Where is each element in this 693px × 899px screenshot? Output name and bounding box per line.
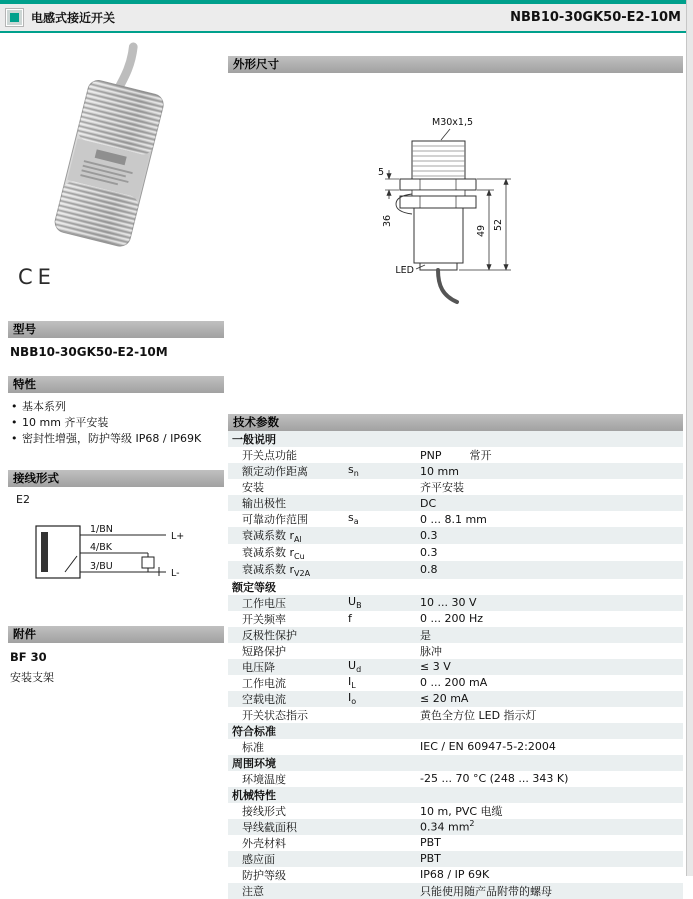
tech-row-label: 注意 [228, 883, 346, 899]
product-photo [8, 43, 224, 255]
tech-row [228, 691, 683, 707]
section-model-header: 型号 [8, 321, 224, 338]
tech-row [228, 771, 683, 787]
tech-row-symbol [346, 867, 418, 883]
tech-row-symbol [346, 707, 418, 723]
wire-label-bn: 1/BN [90, 523, 113, 535]
tech-row [228, 883, 683, 899]
tech-row-value: 0 ... 200 Hz [420, 612, 484, 626]
tech-row-symbol [346, 447, 418, 463]
tech-row [228, 447, 683, 463]
length-inner-label: 49 [476, 224, 487, 238]
thread-size-label: M30x1,5 [432, 117, 474, 128]
tech-row-symbol: $U_d$ [346, 659, 418, 675]
tech-section-row [228, 431, 683, 447]
tech-row [228, 739, 683, 755]
tech-row [228, 627, 683, 643]
tech-row [228, 707, 683, 723]
tech-section-row [228, 755, 683, 771]
wire-label-bu: 3/BU [90, 560, 113, 572]
tech-row-value: DC [418, 495, 683, 511]
tech-row-symbol: $s_n$ [346, 463, 418, 479]
tech-row-value: PBT [420, 836, 441, 850]
rail-plus-label: L+ [171, 530, 185, 542]
tech-row [228, 479, 683, 495]
tech-row-symbol [346, 643, 418, 659]
section-dimensions-header: 外形尺寸 [228, 56, 683, 73]
dimension-drawing [228, 73, 683, 414]
tech-row-symbol: f [348, 612, 352, 626]
tech-row [228, 463, 683, 479]
tech-row-symbol: $I_o$ [346, 691, 418, 707]
load-symbol [142, 557, 154, 568]
tech-row-value: 0.3 [418, 527, 683, 544]
tech-row-value: PBT [418, 851, 683, 867]
tech-row-symbol [346, 544, 418, 561]
tech-row-symbol [346, 627, 418, 643]
tech-row-symbol [346, 527, 418, 544]
header-bar [0, 0, 693, 33]
wire-label-bk: 4/BK [90, 541, 112, 553]
tech-row-value: 0 ... 8.1 mm [420, 512, 487, 526]
tech-row [228, 561, 683, 578]
tech-row-value: 0.3 [420, 546, 438, 560]
tech-row-symbol [346, 803, 418, 819]
tech-row [228, 675, 683, 691]
tech-row-symbol [346, 479, 418, 495]
tech-row-label: 衰减系数 $r_{V2A}$ [228, 561, 346, 578]
nut-thickness-label: 5 [378, 167, 385, 178]
led-label: LED [395, 265, 414, 276]
tech-row-label: 输出极性 [228, 495, 346, 511]
feature-item: • 密封性增强，防护等级 IP68 / IP69K [11, 431, 224, 447]
tech-row [228, 851, 683, 867]
tech-row-symbol: $I_L$ [348, 674, 356, 691]
tech-row-label: 开关状态指示 [242, 708, 308, 722]
tech-row-value2: 常开 [469, 449, 492, 462]
tech-row-label: 导线截面积 [228, 819, 346, 835]
accessory-name: BF 30 [10, 649, 47, 664]
drawing-cable [438, 270, 457, 302]
tech-row-value: 0.34 $mm^2$ [418, 819, 683, 835]
right-column [228, 33, 693, 899]
tech-row-label: 短路保护 [242, 644, 286, 658]
tech-row-value: -25 ... 70 °C (248 ... 343 K) [420, 772, 569, 786]
tech-row-symbol [346, 851, 418, 867]
left-column [0, 33, 228, 685]
tech-section-row [228, 723, 683, 739]
tech-table [228, 431, 683, 899]
rail-minus-label: L- [171, 567, 180, 579]
product-image [8, 43, 220, 255]
section-features-header: 特性 [8, 376, 224, 393]
tech-row-symbol [346, 561, 418, 578]
tech-row-label: 衰减系数 $r_{Al}$ [228, 527, 346, 544]
connection-diagram [8, 493, 224, 608]
page-title: 电感式接近开关 [31, 11, 116, 25]
tech-row [228, 544, 683, 561]
tech-row-label: 工作电压 [228, 595, 346, 611]
tech-section-row [228, 787, 683, 803]
tech-row-value: 齐平安装 [420, 481, 464, 494]
tech-row [228, 659, 683, 675]
tech-section-title: 额定等级 [232, 580, 276, 594]
sensing-face-symbol [41, 532, 48, 572]
tech-row-symbol: $U_B$ [346, 595, 418, 611]
tech-row-value: 0 ... 200 mA [420, 676, 488, 690]
tech-row [228, 511, 683, 527]
features-list [11, 399, 224, 447]
accessory-description: 安装支架 [10, 670, 54, 684]
tech-row [228, 835, 683, 851]
tech-row-label: 感应面 [228, 851, 346, 867]
tech-row-value: 黄色全方位 LED 指示灯 [420, 708, 537, 722]
tech-row-label: 衰减系数 $r_{Cu}$ [242, 546, 305, 562]
tech-row-value: 10 mm [418, 463, 683, 479]
tech-row-symbol [346, 835, 418, 851]
dimension-figure [228, 73, 678, 414]
connection-type-label: E2 [16, 492, 30, 506]
tech-row-symbol [346, 883, 418, 899]
tech-row [228, 595, 683, 611]
feature-item: • 10 mm 齐平安装 [11, 415, 224, 431]
tech-section-title: 机械特性 [228, 787, 683, 803]
tech-row-symbol [346, 495, 418, 511]
tech-row-label: 开关点功能 [242, 449, 297, 462]
tech-row-label: 外壳材料 [242, 836, 286, 850]
tech-section-title: 一般说明 [228, 431, 683, 447]
tech-row-value: 只能使用随产品附带的螺母 [418, 883, 683, 899]
section-accessories-header: 附件 [8, 626, 224, 643]
tech-row [228, 643, 683, 659]
product-body [53, 78, 166, 248]
tech-row [228, 495, 683, 511]
wiring-figure [8, 508, 208, 604]
tech-section-title: 符合标准 [228, 723, 683, 739]
section-tech-header: 技术参数 [228, 414, 683, 431]
tech-section-row [228, 579, 683, 595]
tech-row [228, 867, 683, 883]
tech-row-value: 10 ... 30 V [418, 595, 683, 611]
product-cable [117, 47, 133, 91]
length-outer-label: 52 [493, 218, 504, 232]
tech-row-label: 可靠动作范围 [242, 513, 308, 526]
model-name: NBB10-30GK50-E2-10M [10, 345, 168, 359]
tech-row-value: 10 m, PVC 电缆 [420, 804, 503, 818]
feature-item: • 基本系列 [11, 399, 224, 415]
tech-row-label: 额定动作距离 [228, 463, 346, 479]
tech-row-value: ≤ 3 V [418, 659, 683, 675]
tech-row-symbol [346, 739, 418, 755]
content [0, 33, 693, 899]
tech-row-value: 脉冲 [420, 644, 442, 658]
brand-square-icon [6, 9, 23, 26]
tech-row-label: 空载电流 [228, 691, 346, 707]
tech-row-label: 反极性保护 [228, 627, 346, 643]
tech-row [228, 819, 683, 835]
tech-row [228, 803, 683, 819]
tech-row [228, 527, 683, 544]
ce-mark: CE [18, 265, 56, 289]
tech-row-label: 环境温度 [242, 772, 286, 786]
tech-row-label: 接线形式 [242, 804, 286, 818]
tech-row-value: PNP 常开 [420, 449, 492, 462]
tech-row-value: 0.8 [418, 561, 683, 578]
tech-row-value: 是 [418, 627, 683, 643]
header-part-number: NBB10-30GK50-E2-10M [510, 10, 681, 25]
tech-row-value: ≤ 20 mA [418, 691, 683, 707]
tech-table-body [228, 431, 683, 899]
tech-row-value: IEC / EN 60947-5-2:2004 [420, 740, 556, 754]
tech-row-symbol [346, 771, 418, 787]
tech-row-value: IP68 / IP 69K [420, 868, 490, 882]
section-connection-header: 接线形式 [8, 470, 224, 487]
tech-row-symbol [346, 819, 418, 835]
tech-section-title: 周围环境 [228, 755, 683, 771]
across-flats-label: 36 [382, 214, 393, 228]
tech-row-label: 安装 [242, 481, 264, 494]
tech-row-symbol: $s_a$ [348, 511, 359, 527]
tech-row-label: 防护等级 [242, 868, 286, 882]
switch-flag-symbol [65, 556, 77, 572]
tech-row [228, 611, 683, 627]
header-left [6, 9, 115, 26]
tech-row-label: 开关频率 [242, 612, 286, 626]
tech-row-label: 工作电流 [242, 676, 286, 690]
brand-square-inner-icon [10, 13, 19, 22]
tech-row-label: 标准 [242, 740, 264, 754]
tech-row-label: 电压降 [228, 659, 346, 675]
